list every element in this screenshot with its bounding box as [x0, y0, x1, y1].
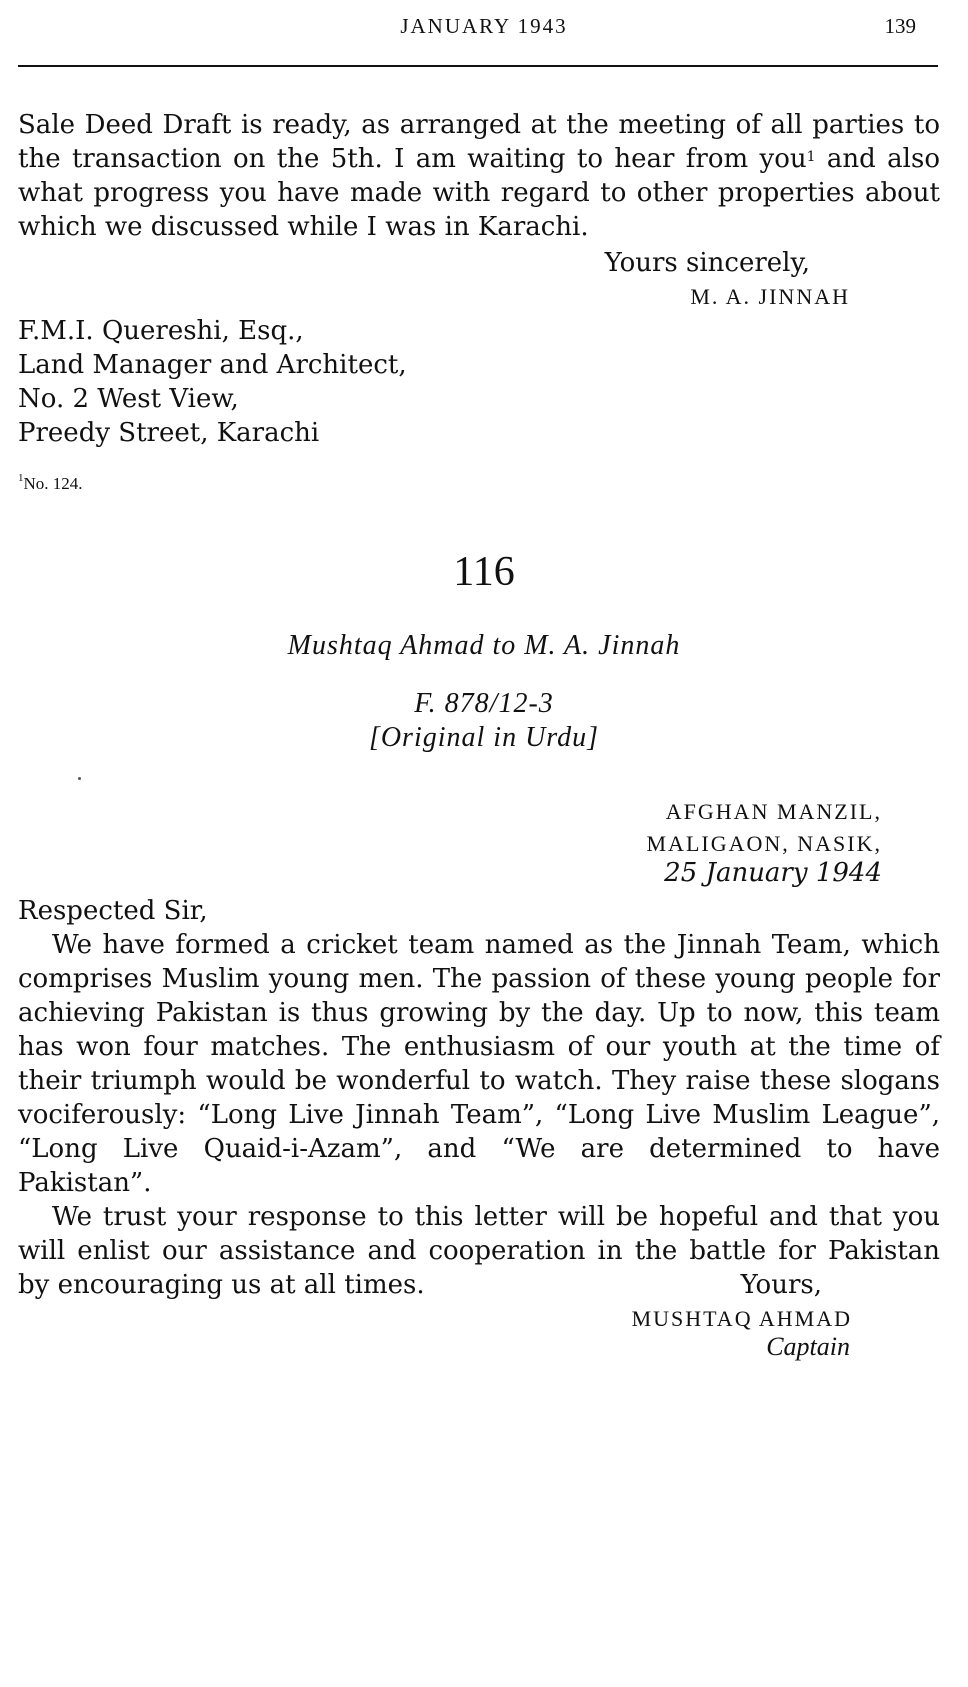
- addressee-line: F.M.I. Quereshi, Esq.,: [18, 316, 304, 346]
- signatory-designation: Captain: [766, 1332, 850, 1361]
- page-number: 139: [884, 14, 916, 38]
- address-line: AFGHAN MANZIL,: [665, 799, 882, 824]
- letter-date: 25 January 1944: [664, 858, 882, 888]
- document-number: 116: [453, 549, 515, 595]
- addressee-line: Land Manager and Architect,: [18, 350, 407, 380]
- addressee-block: [18, 314, 407, 450]
- letter-body: [18, 894, 940, 1302]
- header-rule: [18, 65, 938, 67]
- original-language-note: [Original in Urdu]: [368, 722, 600, 753]
- previous-letter-body: [18, 108, 940, 244]
- file-reference: F. 878/12-3: [414, 688, 554, 719]
- footnote-mark: 1: [18, 472, 24, 484]
- previous-letter-signature: M. A. JINNAH: [690, 284, 850, 309]
- body-paragraph: We have formed a cricket team named as the Jinnah Team, which comprises Muslim young men. The passion of these young people for achieving Pakistan is thus growing by the day. Up to now, this team has won four matches. The enthusiasm of our youth at the time of their triumph would be wonderful to watch. They raise these slogans vociferously: “Long Live Jinnah Team”, “Long Live Muslim League”, “Long Live Quaid-i-Azam”, and “We are determined to have Pakistan”.: [18, 930, 940, 1198]
- body-paragraph: We trust your response to this letter will be hopeful and that you will enlist our assistance and cooperation in the battle for Pakistan by encouraging us at all times.: [18, 1202, 940, 1300]
- previous-letter-text-2: and also what progress you have made with regard to other properties about which we discussed while I was in Karachi.: [18, 144, 940, 242]
- addressee-line: No. 2 West View,: [18, 384, 239, 414]
- sender-address: [647, 796, 883, 860]
- document-title: Mushtaq Ahmad to M. A. Jinnah: [287, 630, 681, 661]
- print-speck: [78, 777, 81, 780]
- previous-letter-text-1: Sale Deed Draft is ready, as arranged at the meeting of all parties to the transaction on the 5th. I am waiting to hear from you: [18, 110, 940, 174]
- letter-closing: Yours,: [740, 1270, 822, 1300]
- footnote-text: No. 124.: [23, 474, 83, 493]
- addressee-line: Preedy Street, Karachi: [18, 418, 320, 448]
- previous-letter-closing: Yours sincerely,: [604, 248, 810, 278]
- salutation: Respected Sir,: [18, 896, 208, 926]
- running-head: [0, 14, 968, 44]
- footnote-reference: 1: [806, 149, 816, 165]
- letter-signature: MUSHTAQ AHMAD: [631, 1306, 852, 1331]
- address-line: MALIGAON, NASIK,: [646, 831, 882, 856]
- running-title: JANUARY 1943: [400, 14, 568, 38]
- footnote: [18, 474, 83, 494]
